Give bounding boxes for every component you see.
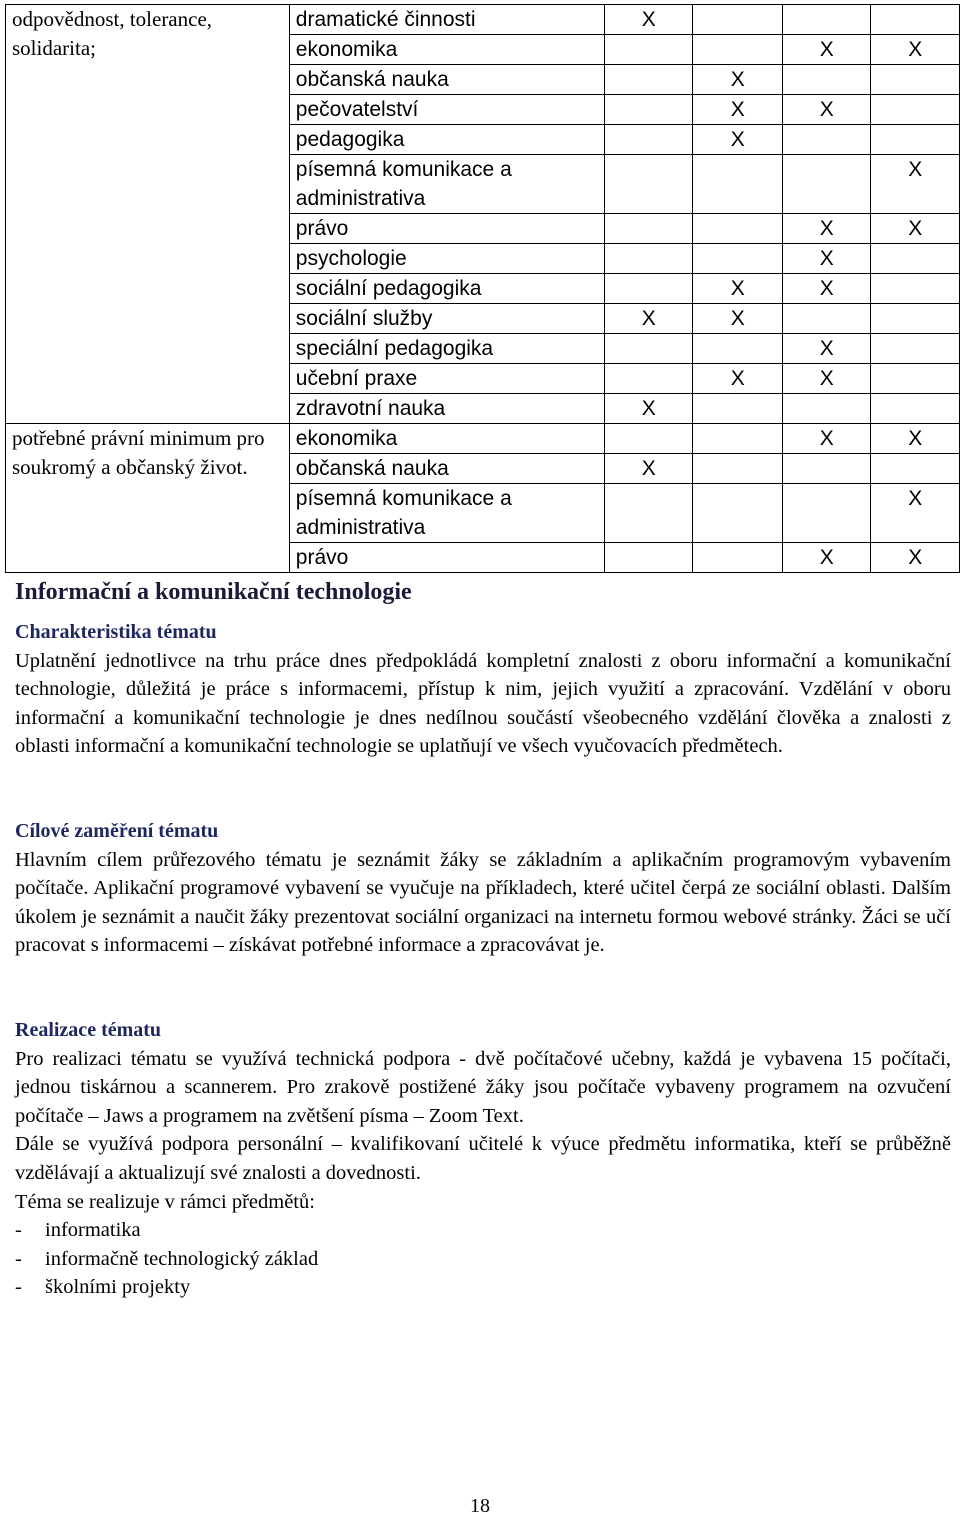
- subject-list: [15, 1216, 951, 1302]
- subject-label: písemná komunikace a: [295, 487, 512, 510]
- realization-text-1: Pro realizaci tématu se využívá technická podpora - dvě počítačové učebny, každá je vybavena 15 počítači, jednou tiskárnou a scannerem. Pro zrakově postižené žáky jsou počítače vybaveny programem na ozvučení počítače – Jaws a programem na zvětšení písma – Zoom Text.: [15, 1047, 951, 1127]
- mark-cell: X: [871, 543, 960, 573]
- mark-cell: [782, 125, 871, 155]
- mark-cell: [693, 454, 782, 484]
- mark-cell: [782, 5, 871, 35]
- mark-cell: [604, 65, 693, 95]
- subject-cell: [289, 65, 604, 95]
- list-item: - informatika: [15, 1219, 141, 1242]
- subject-label: občanská nauka: [295, 457, 449, 480]
- subject-label: administrativa: [295, 516, 426, 539]
- subject-cell: [289, 5, 604, 35]
- subject-label: písemná komunikace a: [295, 158, 512, 181]
- mark-cell: X: [782, 35, 871, 65]
- mark-cell: X: [782, 214, 871, 244]
- subject-label: učební praxe: [295, 367, 418, 390]
- mark-cell: [604, 244, 693, 274]
- subject-label: právo: [295, 217, 349, 240]
- mark-cell: X: [693, 65, 782, 95]
- characteristics-block: [15, 618, 951, 761]
- mark-cell: [693, 155, 782, 214]
- subject-cell: [289, 214, 604, 244]
- subject-label: pedagogika: [295, 128, 405, 151]
- mark-cell: [871, 95, 960, 125]
- table-row: [6, 5, 960, 35]
- subject-label: dramatické činnosti: [295, 8, 476, 31]
- mark-cell: [693, 424, 782, 454]
- goals-text: Hlavním cílem průřezového tématu je seznámit žáky se základním a aplikačním programovým vybavením počítače. Aplikační programové vybavení se vyučuje na příkladech, které učitel čerpá ze sociální oblasti. Dalším úkolem je seznámit a naučit žáky prezentovat sociální organizaci na internetu formou webové stránky. Žáci se učí pracovat s informacemi – získávat potřebné informace a zpracovávat je.: [15, 848, 951, 957]
- mark-cell: [871, 244, 960, 274]
- subject-label: psychologie: [295, 247, 407, 270]
- mark-cell: [693, 334, 782, 364]
- mark-cell: X: [782, 244, 871, 274]
- realization-block: [15, 1016, 951, 1302]
- mark-cell: X: [604, 304, 693, 334]
- outcome-cell: odpovědnost, tolerance, solidarita;: [6, 5, 290, 424]
- mark-cell: [782, 454, 871, 484]
- subject-cell: [289, 304, 604, 334]
- mark-cell: X: [782, 543, 871, 573]
- mark-cell: [693, 5, 782, 35]
- mark-cell: [604, 543, 693, 573]
- table-row: [6, 424, 960, 454]
- mark-cell: X: [693, 364, 782, 394]
- subject-cell: [289, 364, 604, 394]
- characteristics-heading: Charakteristika tématu: [15, 621, 217, 643]
- mark-cell: X: [782, 364, 871, 394]
- mark-cell: [871, 364, 960, 394]
- mark-cell: [604, 424, 693, 454]
- goals-block: [15, 817, 951, 960]
- subject-cell: [289, 394, 604, 424]
- subject-label: ekonomika: [295, 427, 398, 450]
- goals-heading: Cílové zaměření tématu: [15, 820, 219, 842]
- mark-cell: X: [782, 95, 871, 125]
- mark-cell: [604, 35, 693, 65]
- characteristics-text: Uplatnění jednotlivce na trhu práce dnes předpokládá kompletní znalosti z oboru informační a komunikační technologie, důležitá je práce s informacemi, přístup k nim, jejich využití a zpracování. Vzdělání v oboru informační a komunikační technologie je dnes nedílnou součástí všeobecného vzdělání člověka a znalosti z oblasti informační a komunikační technologie se uplatňují ve všech vyučovacích předmětech.: [15, 649, 951, 758]
- mark-cell: X: [693, 304, 782, 334]
- page-number: 18: [470, 1495, 490, 1517]
- subject-cell: [289, 95, 604, 125]
- subject-label: speciální pedagogika: [295, 337, 494, 360]
- subject-cell: [289, 543, 604, 573]
- subject-cell: [289, 155, 604, 214]
- mark-cell: X: [871, 484, 960, 543]
- mark-cell: [693, 543, 782, 573]
- subject-label: pečovatelství: [295, 98, 419, 121]
- mark-cell: [871, 334, 960, 364]
- mark-cell: X: [693, 125, 782, 155]
- mark-cell: X: [782, 424, 871, 454]
- mark-cell: [693, 214, 782, 244]
- mark-cell: [782, 484, 871, 543]
- subject-cell: [289, 274, 604, 304]
- mark-cell: [782, 304, 871, 334]
- mark-cell: X: [604, 5, 693, 35]
- subject-label: sociální služby: [295, 307, 433, 330]
- mark-cell: [693, 35, 782, 65]
- subject-cell: [289, 454, 604, 484]
- subject-label: zdravotní nauka: [295, 397, 446, 420]
- mark-cell: [871, 394, 960, 424]
- mark-cell: X: [871, 155, 960, 214]
- mark-cell: [782, 65, 871, 95]
- mark-cell: X: [693, 95, 782, 125]
- subject-label: občanská nauka: [295, 68, 449, 91]
- subject-cell: [289, 424, 604, 454]
- mark-cell: [871, 5, 960, 35]
- mark-cell: [604, 125, 693, 155]
- mark-cell: [871, 125, 960, 155]
- mark-cell: X: [871, 424, 960, 454]
- outcome-cell: potřebné právní minimum pro soukromý a občanský život.: [6, 424, 290, 573]
- mark-cell: X: [693, 274, 782, 304]
- cross-curricular-table: [5, 4, 960, 573]
- mark-cell: X: [782, 334, 871, 364]
- mark-cell: [871, 454, 960, 484]
- realization-text-2: Dále se využívá podpora personální – kvalifikovaní učitelé k výuce předmětu informatika, kteří se průběžně vzdělávají a aktualizují své znalosti a dovednosti.: [15, 1133, 951, 1184]
- mark-cell: X: [871, 214, 960, 244]
- mark-cell: [693, 484, 782, 543]
- mark-cell: [604, 484, 693, 543]
- mark-cell: X: [604, 454, 693, 484]
- mark-cell: X: [871, 35, 960, 65]
- mark-cell: [693, 394, 782, 424]
- subject-label: sociální pedagogika: [295, 277, 482, 300]
- mark-cell: X: [604, 394, 693, 424]
- mark-cell: [782, 394, 871, 424]
- mark-cell: [871, 65, 960, 95]
- list-item: - informačně technologický základ: [15, 1247, 319, 1270]
- mark-cell: [871, 304, 960, 334]
- realization-text-3: Téma se realizuje v rámci předmětů:: [15, 1190, 315, 1213]
- subject-label: právo: [295, 546, 349, 569]
- subject-cell: [289, 35, 604, 65]
- subject-cell: [289, 244, 604, 274]
- section-title: Informační a komunikační technologie: [15, 579, 412, 605]
- subject-label: administrativa: [295, 187, 426, 210]
- mark-cell: [604, 155, 693, 214]
- mark-cell: [871, 274, 960, 304]
- mark-cell: [604, 214, 693, 244]
- mark-cell: [782, 155, 871, 214]
- mark-cell: [604, 334, 693, 364]
- mark-cell: [604, 95, 693, 125]
- subject-cell: [289, 484, 604, 543]
- mark-cell: [693, 244, 782, 274]
- realization-heading: Realizace tématu: [15, 1019, 162, 1041]
- subject-label: ekonomika: [295, 38, 398, 61]
- subject-cell: [289, 334, 604, 364]
- mark-cell: X: [782, 274, 871, 304]
- subject-cell: [289, 125, 604, 155]
- mark-cell: [604, 274, 693, 304]
- list-item: - školními projekty: [15, 1276, 191, 1299]
- mark-cell: [604, 364, 693, 394]
